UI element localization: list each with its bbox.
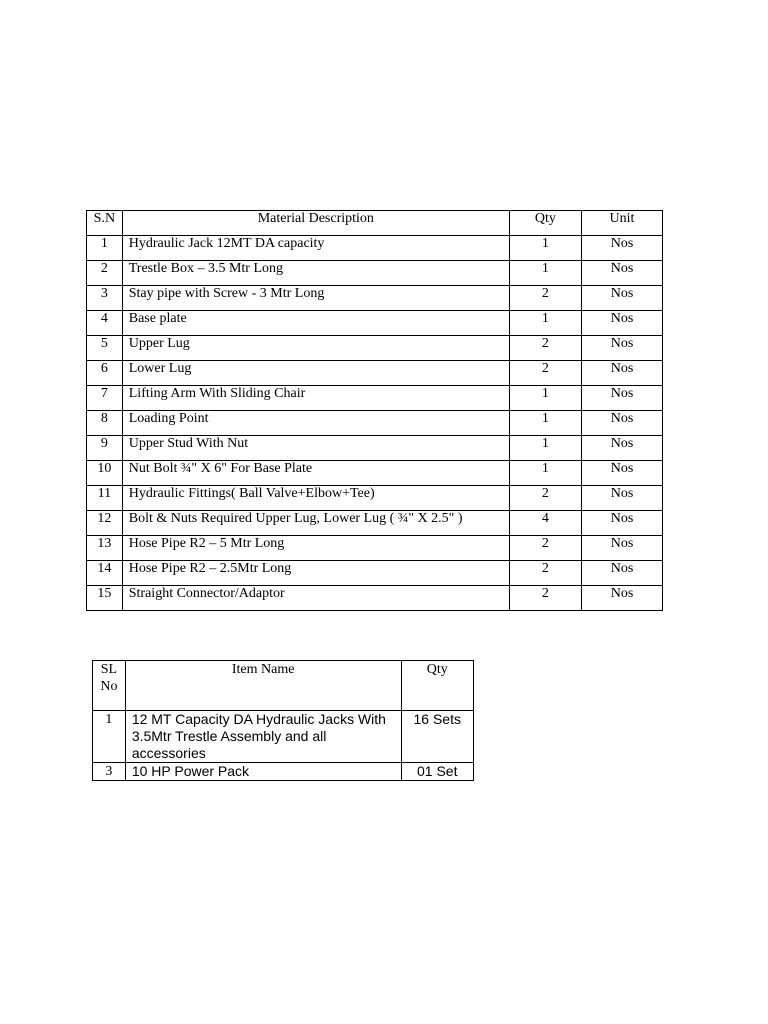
row-sn: 8 bbox=[87, 411, 123, 436]
row-sn: 13 bbox=[87, 536, 123, 561]
row-unit: Nos bbox=[581, 486, 662, 511]
row-sl-no: 3 bbox=[93, 763, 126, 781]
row-unit: Nos bbox=[581, 386, 662, 411]
table-row bbox=[87, 386, 663, 411]
row-qty: 16 Sets bbox=[401, 711, 474, 763]
materials-table bbox=[86, 210, 663, 611]
row-unit: Nos bbox=[581, 536, 662, 561]
row-sn: 11 bbox=[87, 486, 123, 511]
table-row bbox=[87, 236, 663, 261]
row-sn: 12 bbox=[87, 511, 123, 536]
row-description: Hose Pipe R2 – 2.5Mtr Long bbox=[122, 561, 509, 586]
row-qty: 2 bbox=[509, 361, 581, 386]
header-sl-no: SL No bbox=[93, 661, 126, 711]
row-unit: Nos bbox=[581, 236, 662, 261]
row-sn: 1 bbox=[87, 236, 123, 261]
items-table bbox=[92, 660, 474, 781]
table-row bbox=[87, 361, 663, 386]
row-qty: 1 bbox=[509, 411, 581, 436]
row-sn: 5 bbox=[87, 336, 123, 361]
items-header-row bbox=[93, 661, 474, 711]
row-sn: 7 bbox=[87, 386, 123, 411]
row-description: Hydraulic Fittings( Ball Valve+Elbow+Tee) bbox=[122, 486, 509, 511]
row-qty: 2 bbox=[509, 336, 581, 361]
row-unit: Nos bbox=[581, 436, 662, 461]
row-qty: 2 bbox=[509, 536, 581, 561]
table-row bbox=[87, 486, 663, 511]
row-description: Bolt & Nuts Required Upper Lug, Lower Lug ( ¾" X 2.5" ) bbox=[122, 511, 509, 536]
row-unit: Nos bbox=[581, 461, 662, 486]
materials-header-row bbox=[87, 211, 663, 236]
row-unit: Nos bbox=[581, 336, 662, 361]
row-sn: 15 bbox=[87, 586, 123, 611]
row-sn: 9 bbox=[87, 436, 123, 461]
header-material-description: Material Description bbox=[122, 211, 509, 236]
row-unit: Nos bbox=[581, 261, 662, 286]
row-unit: Nos bbox=[581, 586, 662, 611]
header-qty: Qty bbox=[509, 211, 581, 236]
header-sn: S.N bbox=[87, 211, 123, 236]
table-row bbox=[87, 336, 663, 361]
row-description: Trestle Box – 3.5 Mtr Long bbox=[122, 261, 509, 286]
table-row bbox=[87, 286, 663, 311]
row-qty: 4 bbox=[509, 511, 581, 536]
row-description: Lifting Arm With Sliding Chair bbox=[122, 386, 509, 411]
table-row bbox=[93, 763, 474, 781]
row-description: Base plate bbox=[122, 311, 509, 336]
header-item-name: Item Name bbox=[125, 661, 401, 711]
row-qty: 2 bbox=[509, 286, 581, 311]
table-row bbox=[87, 436, 663, 461]
row-item-name: 10 HP Power Pack bbox=[125, 763, 401, 781]
row-qty: 1 bbox=[509, 311, 581, 336]
row-qty: 1 bbox=[509, 236, 581, 261]
row-description: Hose Pipe R2 – 5 Mtr Long bbox=[122, 536, 509, 561]
table-row bbox=[87, 261, 663, 286]
row-sn: 6 bbox=[87, 361, 123, 386]
header-unit: Unit bbox=[581, 211, 662, 236]
row-unit: Nos bbox=[581, 511, 662, 536]
row-unit: Nos bbox=[581, 311, 662, 336]
table-row bbox=[87, 511, 663, 536]
row-qty: 1 bbox=[509, 436, 581, 461]
row-unit: Nos bbox=[581, 561, 662, 586]
row-description: Upper Stud With Nut bbox=[122, 436, 509, 461]
row-description: Loading Point bbox=[122, 411, 509, 436]
row-qty: 1 bbox=[509, 386, 581, 411]
row-description: Stay pipe with Screw - 3 Mtr Long bbox=[122, 286, 509, 311]
table-row bbox=[87, 411, 663, 436]
row-description: Nut Bolt ¾" X 6" For Base Plate bbox=[122, 461, 509, 486]
row-item-name: 12 MT Capacity DA Hydraulic Jacks With 3.5Mtr Trestle Assembly and all accessories bbox=[125, 711, 401, 763]
row-qty: 2 bbox=[509, 586, 581, 611]
row-sn: 2 bbox=[87, 261, 123, 286]
row-description: Straight Connector/Adaptor bbox=[122, 586, 509, 611]
row-sn: 3 bbox=[87, 286, 123, 311]
table-row bbox=[87, 461, 663, 486]
row-sn: 14 bbox=[87, 561, 123, 586]
row-unit: Nos bbox=[581, 411, 662, 436]
row-description: Lower Lug bbox=[122, 361, 509, 386]
row-unit: Nos bbox=[581, 361, 662, 386]
row-sl-no: 1 bbox=[93, 711, 126, 763]
row-qty: 2 bbox=[509, 561, 581, 586]
table-row bbox=[93, 711, 474, 763]
row-description: Hydraulic Jack 12MT DA capacity bbox=[122, 236, 509, 261]
row-qty: 1 bbox=[509, 461, 581, 486]
row-sn: 4 bbox=[87, 311, 123, 336]
row-qty: 2 bbox=[509, 486, 581, 511]
row-description: Upper Lug bbox=[122, 336, 509, 361]
header-qty: Qty bbox=[401, 661, 474, 711]
row-qty: 1 bbox=[509, 261, 581, 286]
table-row bbox=[87, 536, 663, 561]
table-row bbox=[87, 311, 663, 336]
table-row bbox=[87, 561, 663, 586]
row-unit: Nos bbox=[581, 286, 662, 311]
table-row bbox=[87, 586, 663, 611]
row-qty: 01 Set bbox=[401, 763, 474, 781]
row-sn: 10 bbox=[87, 461, 123, 486]
